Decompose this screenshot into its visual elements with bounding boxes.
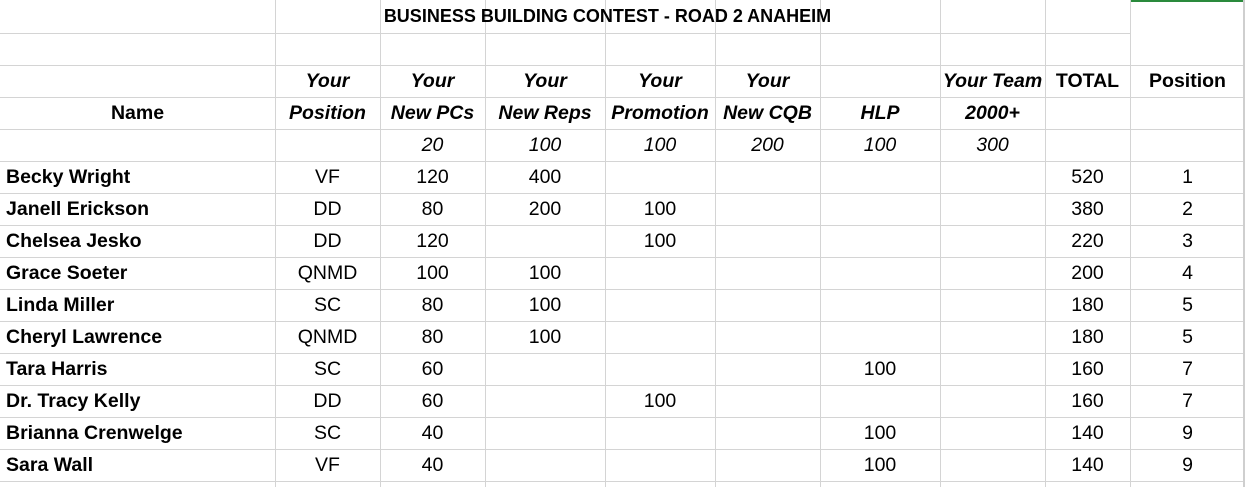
- row-9-pcs-cell[interactable]: 40: [421, 422, 444, 444]
- row-3-promotion-cell[interactable]: 100: [643, 230, 677, 252]
- row-2-position-cell[interactable]: DD: [313, 198, 342, 220]
- row-6-hlp-cell[interactable]: [820, 321, 940, 353]
- row-10-reps-cell[interactable]: [485, 449, 605, 481]
- row-10-hlp-cell[interactable]: 100: [863, 454, 897, 476]
- row-5-team-cell[interactable]: [940, 289, 1045, 321]
- row-9-rank-cell[interactable]: 9: [1182, 422, 1193, 444]
- row-5-cqb-cell[interactable]: [715, 289, 820, 321]
- row-9-name-cell[interactable]: Brianna Crenwelge: [6, 422, 183, 444]
- header-your-pcs-top[interactable]: Your: [410, 70, 455, 92]
- row-8-rank-cell[interactable]: 7: [1182, 390, 1193, 412]
- header-new-cqb[interactable]: New CQB: [723, 102, 812, 124]
- row-1-name-cell[interactable]: Becky Wright: [6, 166, 131, 188]
- row-8-promotion-cell[interactable]: 100: [643, 390, 677, 412]
- row-6-team-cell[interactable]: [940, 321, 1045, 353]
- row-3-rank-cell[interactable]: 3: [1182, 230, 1193, 252]
- row-7-promotion-cell[interactable]: [605, 353, 715, 385]
- row-2-hlp-cell[interactable]: [820, 193, 940, 225]
- row-4-reps-cell[interactable]: 100: [528, 262, 562, 284]
- header-position[interactable]: Position: [289, 102, 366, 124]
- selected-cell-indicator: [1131, 0, 1245, 2]
- row-10-cqb-cell[interactable]: [715, 449, 820, 481]
- points-pcs[interactable]: 20: [421, 134, 444, 156]
- row-1-team-cell[interactable]: [940, 161, 1045, 193]
- row-6-name-cell[interactable]: Cheryl Lawrence: [6, 326, 163, 348]
- row-3-position-cell[interactable]: DD: [313, 230, 342, 252]
- row-1-hlp-cell[interactable]: [820, 161, 940, 193]
- row-5-reps-cell[interactable]: 100: [528, 294, 562, 316]
- header-your-cqb-top[interactable]: Your: [745, 70, 790, 92]
- header-your-team-top[interactable]: Your Team: [942, 70, 1043, 92]
- row-8-pcs-cell[interactable]: 60: [421, 390, 444, 412]
- row-10-total-cell[interactable]: 140: [1071, 454, 1104, 476]
- row-8-cqb-cell[interactable]: [715, 385, 820, 417]
- row-6-pcs-cell[interactable]: 80: [421, 326, 444, 348]
- points-team[interactable]: 300: [976, 134, 1009, 156]
- row-5-promotion-cell[interactable]: [605, 289, 715, 321]
- row-7-team-cell[interactable]: [940, 353, 1045, 385]
- row-3-total-cell[interactable]: 220: [1071, 230, 1104, 252]
- header-your-reps-top[interactable]: Your: [523, 70, 567, 92]
- row-10-pcs-cell[interactable]: 40: [421, 454, 444, 476]
- header-your-promotion-top[interactable]: Your: [638, 70, 682, 92]
- row-3-team-cell[interactable]: [940, 225, 1045, 257]
- row-4-rank-cell[interactable]: 4: [1182, 262, 1193, 284]
- row-6-position-cell[interactable]: QNMD: [297, 326, 358, 348]
- row-7-pcs-cell[interactable]: 60: [421, 358, 444, 380]
- row-5-position-cell[interactable]: SC: [313, 294, 342, 316]
- row-4-position-cell[interactable]: QNMD: [297, 262, 358, 284]
- row-7-position-cell[interactable]: SC: [313, 358, 342, 380]
- row-2-cqb-cell[interactable]: [715, 193, 820, 225]
- points-reps[interactable]: 100: [528, 134, 562, 156]
- row-9-hlp-cell[interactable]: 100: [863, 422, 897, 444]
- row-6-promotion-cell[interactable]: [605, 321, 715, 353]
- row-9-promotion-cell[interactable]: [605, 417, 715, 449]
- row-1-pcs-cell[interactable]: 120: [416, 166, 449, 188]
- header-your-position-top[interactable]: Your: [305, 70, 350, 92]
- row-1-position-cell[interactable]: VF: [315, 166, 340, 188]
- row-8-name-cell[interactable]: Dr. Tracy Kelly: [6, 390, 141, 412]
- row-2-reps-cell[interactable]: 200: [528, 198, 562, 220]
- row-3-hlp-cell[interactable]: [820, 225, 940, 257]
- row-6-cqb-cell[interactable]: [715, 321, 820, 353]
- row-6-rank-cell[interactable]: 5: [1182, 326, 1193, 348]
- row-10-promotion-cell[interactable]: [605, 449, 715, 481]
- row-1-promotion-cell[interactable]: [605, 161, 715, 193]
- row-4-name-cell[interactable]: Grace Soeter: [6, 262, 128, 284]
- row-3-reps-cell[interactable]: [485, 225, 605, 257]
- row-8-reps-cell[interactable]: [485, 385, 605, 417]
- header-hlp[interactable]: HLP: [860, 102, 900, 124]
- row-10-team-cell[interactable]: [940, 449, 1045, 481]
- row-4-promotion-cell[interactable]: [605, 257, 715, 289]
- header-promotion[interactable]: Promotion: [611, 102, 709, 124]
- row-1-rank-cell[interactable]: 1: [1182, 166, 1193, 188]
- row-2-promotion-cell[interactable]: 100: [643, 198, 677, 220]
- row-4-hlp-cell[interactable]: [820, 257, 940, 289]
- row-gridline-1: [0, 33, 1130, 34]
- row-7-name-cell[interactable]: Tara Harris: [6, 358, 108, 380]
- row-7-rank-cell[interactable]: 7: [1182, 358, 1193, 380]
- row-5-rank-cell[interactable]: 5: [1182, 294, 1193, 316]
- row-2-team-cell[interactable]: [940, 193, 1045, 225]
- row-5-total-cell[interactable]: 180: [1071, 294, 1104, 316]
- row-2-name-cell[interactable]: Janell Erickson: [6, 198, 150, 220]
- row-7-cqb-cell[interactable]: [715, 353, 820, 385]
- header-name[interactable]: Name: [110, 102, 165, 124]
- header-new-pcs[interactable]: New PCs: [390, 102, 475, 124]
- header-team-2000[interactable]: 2000+: [965, 102, 1020, 124]
- points-cqb[interactable]: 200: [751, 134, 784, 156]
- row-1-cqb-cell[interactable]: [715, 161, 820, 193]
- row-4-pcs-cell[interactable]: 100: [416, 262, 449, 284]
- row-10-rank-cell[interactable]: 9: [1182, 454, 1193, 476]
- row-6-reps-cell[interactable]: 100: [528, 326, 562, 348]
- row-8-team-cell[interactable]: [940, 385, 1045, 417]
- row-2-rank-cell[interactable]: 2: [1182, 198, 1193, 220]
- points-hlp[interactable]: 100: [863, 134, 897, 156]
- row-5-name-cell[interactable]: Linda Miller: [6, 294, 115, 316]
- row-1-total-cell[interactable]: 520: [1071, 166, 1104, 188]
- points-promotion[interactable]: 100: [643, 134, 677, 156]
- row-5-hlp-cell[interactable]: [820, 289, 940, 321]
- row-9-cqb-cell[interactable]: [715, 417, 820, 449]
- row-4-cqb-cell[interactable]: [715, 257, 820, 289]
- header-new-reps[interactable]: New Reps: [498, 102, 592, 124]
- row-5-pcs-cell[interactable]: 80: [421, 294, 444, 316]
- header-position-rank[interactable]: Position: [1149, 70, 1226, 92]
- row-4-team-cell[interactable]: [940, 257, 1045, 289]
- row-1-reps-cell[interactable]: 400: [528, 166, 562, 188]
- header-total[interactable]: TOTAL: [1055, 70, 1120, 92]
- row-6-total-cell[interactable]: 180: [1071, 326, 1104, 348]
- row-8-total-cell[interactable]: 160: [1071, 390, 1104, 412]
- row-2-total-cell[interactable]: 380: [1071, 198, 1104, 220]
- row-3-cqb-cell[interactable]: [715, 225, 820, 257]
- row-7-hlp-cell[interactable]: 100: [863, 358, 897, 380]
- row-gridline-15: [0, 481, 1245, 482]
- row-9-team-cell[interactable]: [940, 417, 1045, 449]
- row-3-name-cell[interactable]: Chelsea Jesko: [6, 230, 142, 252]
- row-9-reps-cell[interactable]: [485, 417, 605, 449]
- sheet-title[interactable]: BUSINESS BUILDING CONTEST - ROAD 2 ANAHEIM: [383, 6, 832, 26]
- row-4-total-cell[interactable]: 200: [1071, 262, 1104, 284]
- row-7-reps-cell[interactable]: [485, 353, 605, 385]
- row-10-position-cell[interactable]: VF: [315, 454, 340, 476]
- row-9-position-cell[interactable]: SC: [313, 422, 342, 444]
- row-10-name-cell[interactable]: Sara Wall: [6, 454, 94, 476]
- row-2-pcs-cell[interactable]: 80: [421, 198, 444, 220]
- row-8-hlp-cell[interactable]: [820, 385, 940, 417]
- row-7-total-cell[interactable]: 160: [1071, 358, 1104, 380]
- row-8-position-cell[interactable]: DD: [313, 390, 342, 412]
- row-3-pcs-cell[interactable]: 120: [416, 230, 449, 252]
- row-9-total-cell[interactable]: 140: [1071, 422, 1104, 444]
